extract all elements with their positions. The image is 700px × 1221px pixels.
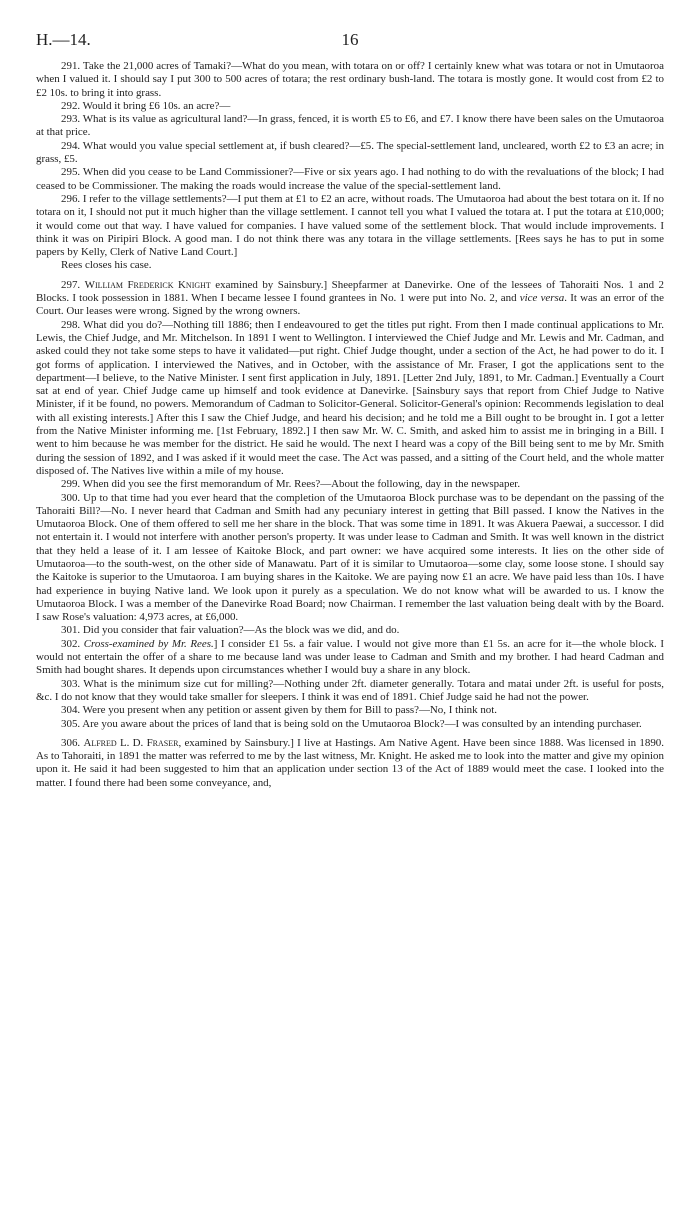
question-number: 306. <box>61 736 84 749</box>
paragraph-292: 292. Would it bring £6 10s. an acre?— <box>61 99 231 112</box>
witness-name: Alfred L. D. Fraser <box>83 736 179 749</box>
paragraph-296: 296. I refer to the village settlements?—I put them at £1 to £2 an acre, without roads. The Umutaoroa had about the best totara on it. If no totara on it, I should not put it much higher than the village settlement. I cannot tell you what I valued the totara at. I put the totara at £10,000; it would come out that way. I have valued for companies. I have valued some of the settlement block. That would include improvements. I think it was on Piripiri Block. A good man. I do not think there was any totara in the village settlements. [Rees says he has to put in some papers by Kelly, Clerk of Native Land Court.] <box>36 192 664 259</box>
witness-name: William Frederick Knight <box>84 278 211 291</box>
cross-examination-note: Cross-examined by Mr. Rees. <box>83 637 214 650</box>
page-number: 16 <box>341 30 359 49</box>
paragraph-302 <box>36 638 664 678</box>
paragraph-297 <box>36 279 664 319</box>
question-number: 297. <box>61 278 85 291</box>
paragraph-293: 293. What is its value as agricultural land?—In grass, fenced, it is worth £5 to £6, and £7. I know there have been sales on the Umutaoroa at that price. <box>36 113 664 139</box>
document-body <box>36 60 664 790</box>
paragraph-291: 291. Take the 21,000 acres of Tamaki?—What do you mean, with totara on or off? I certainly knew what was totara or not in Umutaoroa when I valued it. I should say I put 300 to 500 acres of totara; the rest ordinary bush-land. The totara is mostly gone. It would cost from £2 to £2 10s. to bring it into grass. <box>36 60 664 99</box>
question-number: 302. <box>61 637 84 650</box>
paragraph-303: 303. What is the minimum size cut for milling?—Nothing under 2ft. diameter generally. Totara and matai under 2ft. is useful for posts, &c. I do not know that they would take smaller for sleepers. I think it was end of 1891. Chief Judge said he had not the power. <box>36 677 664 703</box>
paragraph-306 <box>36 737 664 790</box>
paragraph-text: ] I consider £1 5s. a fair value. I would not give more than £1 5s. an acre for it—the whole block. I would not entertain the offer of a share to me because land was under lease to Cadman and Smith and my brother. I had heard Cadman and Smith had bought shares. It depends upon circumstances whether I would buy a share in any block. <box>36 637 664 677</box>
paragraph-301: 301. Did you consider that fair valuation?—As the block was we did, and do. <box>61 624 400 637</box>
document-reference: H.—14. <box>36 30 91 49</box>
paragraph-300: 300. Up to that time had you ever heard that the completion of the Umutaoroa Block purchase was to be dependant on the passing of the Tahoraiti Bill?—No. I never heard that Cadman and Smith had any pecuniary interest in getting that Bill passed. I know the Natives in the Umutaoroa Block. One of them offered to sell me her share in the block. That was some time in 1891. It was Akuera Paewai, a successor. I did not entertain it. I would not interfere with another person's property. It was under lease to Cadman and Smith. It was well known in the district that they held a lease of it. I am lessee of Kaitoke Block, and part owner: we have acquired some interests. It lies on the other side of Umutaoroa—to the south-west, on the other side of Manawatu. Part of it is similar to Umutaoroa—some clay, some loose stone. I should say the Kaitoke is superior to the Umutaoroa. I am buying shares in the Kaitoke. We are paying now £1 an acre. We have paid less than 10s. I have had experience in buying Native land. We look upon it purely as a speculation. We do not know what will be awarded to us. I know the Umutaoroa Block. I was a member of the Danevirke Road Board; now Chairman. I remember the last valuation being dealt with by the Board. I saw Rose's valuation: 4,973 acres, at £6,000. <box>36 491 664 624</box>
latin-phrase: vice versa <box>519 292 565 305</box>
page-header <box>36 30 664 54</box>
paragraph-305: 305. Are you aware about the prices of land that is being sold on the Umutaoroa Block?—I was consulted by an intending purchaser. <box>61 717 642 730</box>
paragraph-304: 304. Were you present when any petition or assent given by them for Bill to pass?—No, I think not. <box>61 704 498 717</box>
paragraph-299: 299. When did you see the first memorandum of Mr. Rees?—About the following, day in the newspaper. <box>61 478 521 491</box>
paragraph-text: , examined by Sainsbury.] I live at Hastings. Am Native Agent. Have been since 1888. Was licensed in 1890. As to Tahoraiti, in 1891 the matter was referred to me by the last witness, Mr. Knight. He asked me to look into the matter and give my opinion upon it. He said it had been suggested to him that an application under section 13 of the Act of 1889 would meet the case. I looked into the matter. I found there had been some conveyance, and, <box>36 736 665 789</box>
paragraph-text: examined by Sainsbury.] Sheepfarmer at Danevirke. One of the lessees of Tahoraiti Nos. 1 and 2 Blocks. I took possession in 1881. When I became lessee I found grantees in No. 1 were put into No. 2, and <box>36 278 665 305</box>
paragraph-298: 298. What did you do?—Nothing till 1886; then I endeavoured to get the titles put right. From then I made continual applications to Mr. Lewis, the Chief Judge, and Mr. Mitchelson. In 1891 I went to Wellington. I interviewed the Chief Judge and Mr. Lewis and Mr. Cadman, and asked could they not take some steps to have it validated—put right. Chief Judge thought, under a section of the Act, he had power to do it. I got forms of application. I interviewed the Natives, and in October, with the assistance of Mr. Fraser, I got the applications sent to the department—I believe, to the Native Minister. I sent first application in July, 1891. [Letter 2nd July, 1891, to Mr. Cadman.] Eventually a Court sat at end of year. Chief Judge came up himself and took evidence at Danevirke. [Sainsbury says that report from Chief Judge to Native Minister, if it be found, no powers. Memorandum of Cadman to Solicitor-General. Solicitor-General's opinion: Recommends legislation to deal with all existing interests.] After this I saw the Chief Judge, and heard his decision; and he told me a Bill ought to be brought in. I got a letter from the Native Minister informing me. [1st February, 1892.] I then saw Mr. W. C. Smith, and asked him to assist me in bringing in a Bill. I went to him because he was member for the district. He said he would. The next I heard was a copy of the Bill being sent to me by Mr. Smith during the session of 1892, and I was asked if it would meet the case. The Act was passed, and a sitting of the Court held, and the whole matter disposed of. The Natives live within a mile of my house. <box>36 318 664 477</box>
paragraph-294: 294. What would you value special settlement at, if bush cleared?—£5. The special-settlement land, uncleared, worth £2 to £3 an acre; in grass, £5. <box>36 139 664 166</box>
paragraph-rees-closes: Rees closes his case. <box>61 259 152 272</box>
paragraph-295: 295. When did you cease to be Land Commissioner?—Five or six years ago. I had nothing to do with the revaluations of the block; I had ceased to be Commissioner. The making the roads would increase the value of the special-settlement land. <box>36 166 664 192</box>
paragraph-text-end: . It was an error of the Court. Our leases were wrong. Signed by the wrong owners. <box>36 292 664 318</box>
